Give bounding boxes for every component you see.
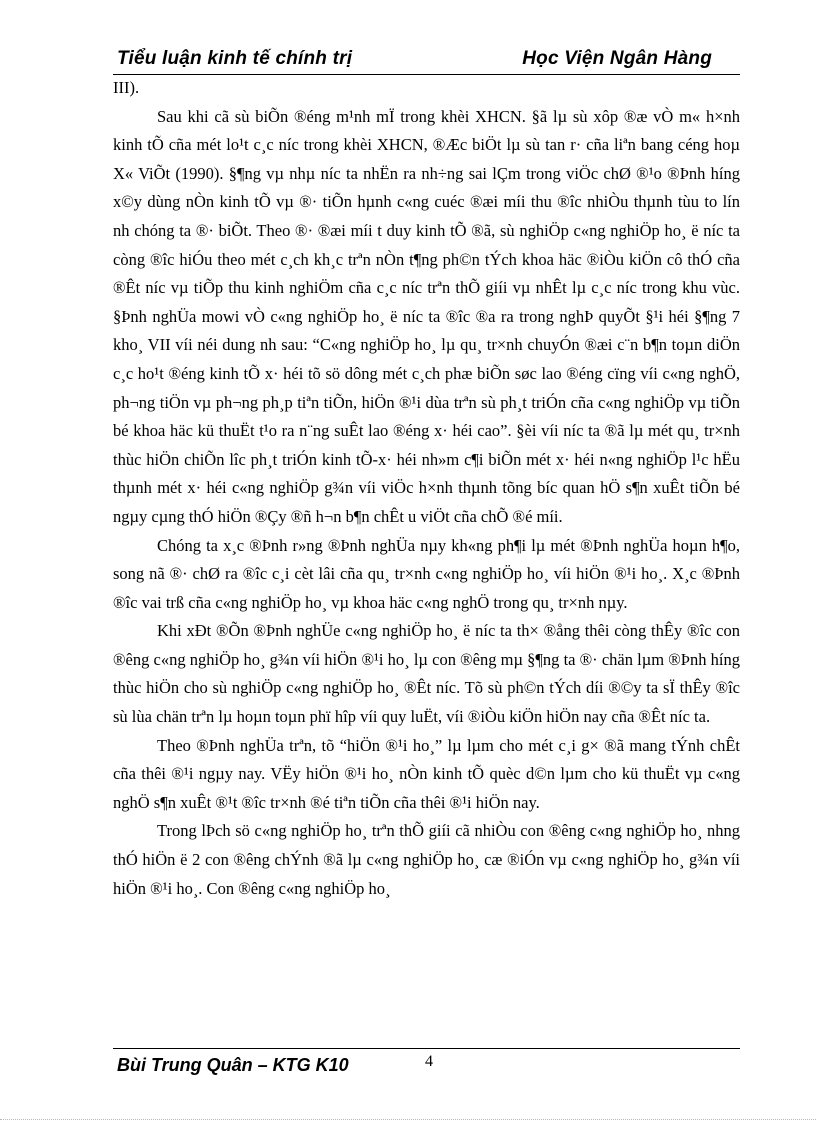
footer-author: Bùi Trung Quân – KTG K10 [117, 1055, 349, 1075]
paragraph: Khi xÐt ®Õn ®Þnh nghÜe c«ng nghiÖp ho¸ ë níc ta th× ®ång thêi còng thÊy ®îc con ®êng c«ng nghiÖp ho¸ g¾n víi hiÖn ®¹i ho¸ lµ con ®êng mµ §¶ng ta ®· chän lµm ®Þnh híng thùc hiÖn cho sù nghiÖp c«ng nghiÖp ho¸ ®Êt níc. Tõ sù ph©n tÝch díi ®©y ta sÏ thÊy ®îc sù lùa chän trªn lµ hoµn toµn phï hîp víi quy luËt, víi ®iÒu kiÖn hiÖn nay cña ®Êt níc ta. [113, 621, 740, 727]
document-body [113, 74, 740, 903]
paragraph: Chóng ta x¸c ®Þnh r»ng ®Þnh nghÜa nµy kh«ng ph¶i lµ mét ®Þnh nghÜa hoµn h¶o, song nã ®· chØ ra ®îc c¸i cèt lâi cña qu¸ tr×nh c«ng nghiÖp ho¸ víi hiÖn ®¹i ho¸. X¸c ®Þnh ®îc vai trß cña c«ng nghiÖp ho¸ vµ khoa häc c«ng nghÖ trong qu¸ tr×nh nµy. [113, 535, 740, 612]
header-title: Tiểu luận kinh tế chính trị [117, 48, 353, 69]
paragraph: Theo ®Þnh nghÜa trªn, tõ “hiÖn ®¹i ho¸” lµ lµm cho mét c¸i g× ®ã mang tÝnh chÊt cña thêi ®¹i ngµy nay. VËy hiÖn ®¹i ho¸ nÒn kinh tÕ quèc d©n lµm cho kü thuËt vµ c«ng nghÖ s¶n xuÊt ®¹t ®îc tr×nh ®é tiªn tiÕn cña thêi ®¹i hiÖn nay. [113, 735, 740, 812]
page-footer [113, 1048, 740, 1081]
paragraph: III). [113, 78, 140, 97]
page-number: 4 [425, 1053, 433, 1070]
paragraph: Sau khi cã sù biÕn ®éng m¹nh mÏ trong khèi XHCN. §ã lµ sù xôp ®æ vÒ m« h×nh kinh tÕ cña mét lo¹t c¸c níc trong khèi XHCN, ®Æc biÖt lµ sù tan r· cña liªn bang céng hoµ X« ViÕt (1990). §¶ng vµ nhµ níc ta nhËn ra nh÷ng sai lÇm trong viÖc chØ ®¹o ®Þnh híng x©y dùng nÒn kinh tÕ vµ ®· tiÕn hµnh c«ng cuéc ®æi míi thu ®îc nhiÒu thµnh tùu to lín nh chóng ta ®· biÕt. Theo ®· ®æi míi t duy kinh tÕ ®ã, sù nghiÖp c«ng nghiÖp ho¸ ë níc ta còng ®îc hiÓu theo mét c¸ch kh¸c trªn nÒn t¶ng ph©n tÝch khoa häc ®iÒu kiÖn cô thÓ cña ®Êt níc vµ tiÕp thu kinh nghiÖm cña c¸c níc trªn thÕ giíi vµ nhÊt lµ c¸c níc trong khu vùc. §Þnh nghÜa mowi vÒ c«ng nghiÖp ho¸ ë níc ta ®îc ®a ra trong nghÞ quyÕt §¹i héi §¶ng 7 kho¸ VII víi néi dung nh sau: “C«ng nghiÖp ho¸ lµ qu¸ tr×nh chuyÓn ®æi c¨n b¶n toµn diÖn c¸c ho¹t ®éng kinh tÕ x· héi tõ sö dông mét c¸ch phæ biÕn søc lao ®éng cïng víi c«ng nghÖ, ph¬ng tiÖn vµ ph¬ng ph¸p tiªn tiÕn, hiÖn ®¹i dùa trªn sù ph¸t triÓn cña c«ng nghiÖp vµ tiÕn bé khoa häc kü thuËt t¹o ra n¨ng suÊt lao ®éng x· héi cao”. §èi víi níc ta ®ã lµ mét qu¸ tr×nh thùc hiÖn chiÕn lîc ph¸t triÓn kinh tÕ-x· héi nh»m c¶i biÕn mét x· héi n«ng nghiÖp l¹c hËu thµnh mét x· héi c«ng nghiÖp g¾n víi viÖc h×nh thµnh tõng bíc quan hÖ s¶n xuÊt tiÕn bé ngµy cµng thÓ hiÖn ®Çy ®ñ h¬n b¶n chÊt u viÖt cña chÕ ®é míi. [113, 106, 740, 526]
paragraph: Trong lÞch sö c«ng nghiÖp ho¸ trªn thÕ giíi cã nhiÒu con ®êng c«ng nghiÖp ho¸ nhng thÓ hiÖn ë 2 con ®êng chÝnh ®ã lµ c«ng nghiÖp ho¸ cæ ®iÓn vµ c«ng nghiÖp ho¸ g¾n víi hiÖn ®¹i ho¸. Con ®êng c«ng nghiÖp ho¸ [113, 821, 740, 898]
header-institution: Học Viện Ngân Hàng [522, 48, 712, 69]
page-header [113, 46, 740, 75]
page-edge-divider [0, 1119, 816, 1120]
